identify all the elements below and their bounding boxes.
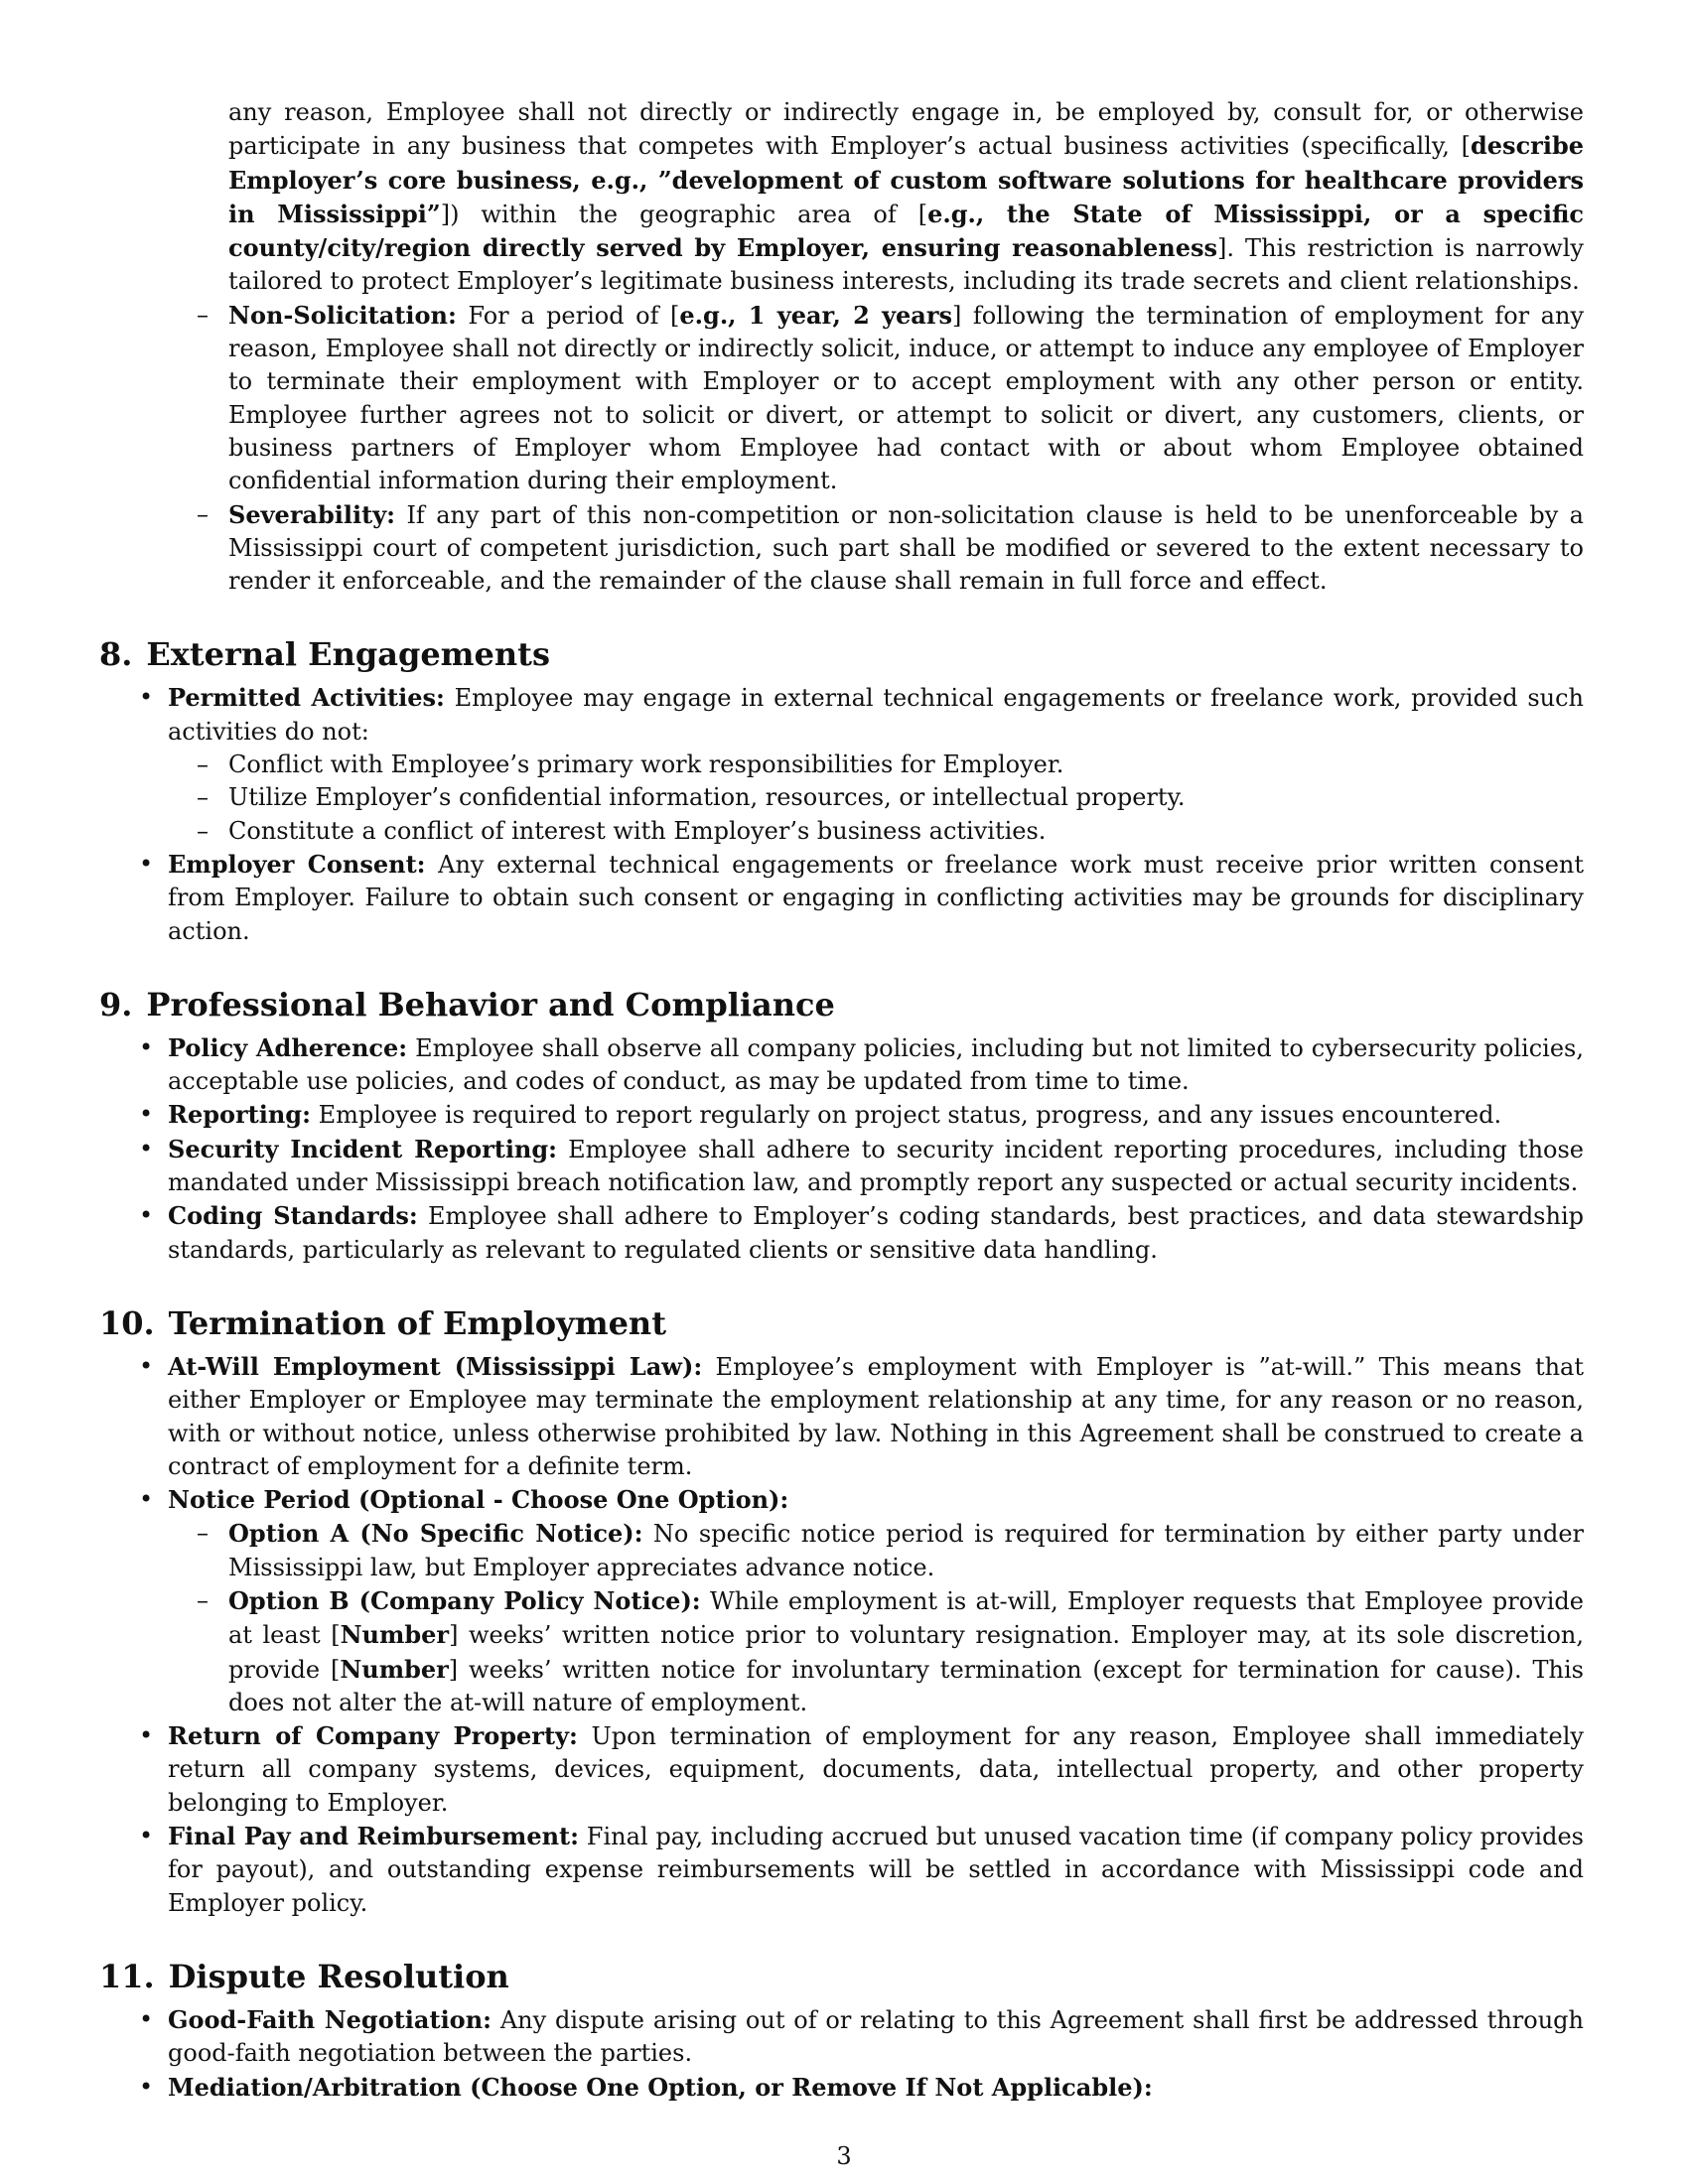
section-title: Termination of Employment [168, 1303, 666, 1342]
item-text: Employee shall observe all company policies, including but not limited to cybersecurity policies, acceptable use policies, and codes of conduct, as may be updated from time to time. [168, 1033, 1584, 1096]
sub-item-placeholder: Number [340, 1654, 449, 1684]
section-heading [99, 1957, 1584, 1996]
item-label: At-Will Employment (Mississippi Law): [168, 1351, 703, 1381]
sub-item-placeholder: Number [340, 1620, 450, 1650]
item-label: Good-Faith Negotiation: [168, 2004, 492, 2034]
item-text: Employee is required to report regularly on project status, progress, and any issues encountered. [310, 1101, 1502, 1130]
item-label: Employer Consent: [168, 849, 426, 879]
item-text: If any part of this non-competition or non-solicitation clause is held to be unenforceable by a Mississippi court of competent jurisdiction, such part shall be modified or severed to the extent necessary to render it enforceable, and the remainder of the clause shall remain in full force and effect. [228, 500, 1584, 596]
list-item-severability [228, 498, 1584, 599]
item-label: Final Pay and Reimbursement: [168, 1822, 579, 1851]
item-text: Upon termination of employment for any reason, Employee shall immediately return all company systems, devices, equipment, documents, data, intellectual property, and other property belonging to Employer. [168, 1722, 1584, 1817]
item-label: Coding Standards: [168, 1201, 418, 1231]
section-title: External Engagements [146, 635, 550, 674]
noncompete-placeholder-business: describe Employer’s core business, e.g., ”development of custom software solutions for healthcare providers in Mississippi” [228, 131, 1584, 228]
section-11 [99, 1957, 1584, 2105]
section-number: 8. [99, 635, 133, 674]
list-item-coding-standards [168, 1199, 1584, 1267]
sub-item: – Constitute a conflict of interest with Employer’s business activities. [228, 815, 1584, 848]
sub-item-option-b [228, 1584, 1584, 1719]
list-item-security-incident-reporting [168, 1133, 1584, 1200]
sub-item: – Conflict with Employee’s primary work responsibilities for Employer. [228, 749, 1584, 781]
section-number: 11. [99, 1957, 155, 1995]
noncompete-text-1: any reason, Employee shall not directly or indirectly engage in, be employed by, consult for, or otherwise participate in any business that competes with Employer’s actual business activities (specifically, [ [228, 98, 1584, 161]
section-title: Dispute Resolution [168, 1957, 509, 1995]
item-text: Employee shall adhere to Employer’s coding standards, best practices, and data stewardship standards, particularly as relevant to regulated clients or sensitive data handling. [168, 1202, 1584, 1264]
item-label: Policy Adherence: [168, 1032, 408, 1062]
sub-item-text: While employment is at-will, Employer requests that Employee provide at least [ [228, 1586, 1584, 1650]
sub-item-label: Option A (No Specific Notice): [228, 1519, 643, 1549]
sub-item: – Utilize Employer’s confidential information, resources, or intellectual property. [228, 781, 1584, 814]
sub-item-label: Option B (Company Policy Notice): [228, 1585, 701, 1615]
section-10-list [99, 1350, 1584, 1920]
section-10 [99, 1303, 1584, 1920]
item-label: Non-Solicitation: [228, 300, 457, 330]
item-text: Any external technical engagements or freelance work must receive prior written consent from Employer. Failure to obtain such consent or engaging in conflicting activities may be grounds for disciplinary action. [168, 850, 1585, 945]
section-heading [99, 634, 1584, 674]
list-item-notice-period [168, 1483, 1584, 1719]
noncompete-placeholder-area: e.g., the State of Mississippi, or a specific county/city/region directly served by Employer, ensuring reasonableness [228, 199, 1585, 263]
item-text: ] following the termination of employment for any reason, Employee shall not directly or indirectly solicit, induce, or attempt to induce any employee of Employer to terminate their employment with Employer or to accept employment with any other person or entity. Employee further agrees not to solicit or divert, or attempt to solicit or divert, any customers, clients, or business partners of Employer whom Employee had contact with or about whom Employee obtained confidential information during their employment. [228, 301, 1584, 495]
section-number: 9. [99, 985, 133, 1024]
list-item-non-solicitation [228, 299, 1584, 498]
noncompete-continuation [99, 96, 1584, 299]
item-label: Security Incident Reporting: [168, 1134, 558, 1163]
noncompete-text-2: ]) within the geographic area of [ [440, 200, 928, 228]
section-heading [99, 985, 1584, 1024]
item-label: Reporting: [168, 1100, 311, 1130]
list-item-reporting [168, 1098, 1584, 1132]
list-item-good-faith-negotiation [168, 2003, 1584, 2071]
section-9-list [99, 1031, 1584, 1267]
sub-item-text: ] weeks’ written notice prior to voluntary resignation. Employer may, at its sole discretion, provide [ [228, 1621, 1584, 1684]
restrictive-covenants-list [99, 299, 1584, 599]
noncompete-text-3: ]. This restriction is narrowly tailored to protect Employer’s legitimate business interests, including its trade secrets and client relationships. [228, 234, 1584, 296]
section-11-list [99, 2003, 1584, 2105]
list-item-final-pay [168, 1820, 1584, 1920]
section-title: Professional Behavior and Compliance [146, 985, 835, 1024]
item-label: Notice Period (Optional - Choose One Option): [168, 1485, 789, 1515]
item-text: Any dispute arising out of or relating to this Agreement shall first be addressed through good-faith negotiation between the parties. [168, 2005, 1584, 2068]
item-placeholder: e.g., 1 year, 2 years [679, 300, 952, 330]
list-item-policy-adherence [168, 1031, 1584, 1099]
list-item-employer-consent [168, 848, 1584, 948]
item-label: Severability: [228, 499, 396, 529]
section-9 [99, 985, 1584, 1267]
section-8 [99, 634, 1584, 947]
section-number: 10. [99, 1303, 155, 1342]
item-label: Permitted Activities: [168, 683, 445, 713]
sub-item-option-a [228, 1517, 1584, 1584]
item-label: Return of Company Property: [168, 1721, 578, 1751]
item-text: Final pay, including accrued but unused vacation time (if company policy provides for payout), and outstanding expense reimbursements will be settled in accordance with Mississippi code and Employer policy. [168, 1823, 1584, 1917]
list-item-permitted-activities [168, 681, 1584, 847]
page-number: 3 [836, 2142, 852, 2170]
item-text: Employee shall adhere to security incident reporting procedures, including those mandated under Mississippi breach notification law, and promptly report any suspected or actual security incidents. [168, 1135, 1584, 1197]
sub-list [168, 749, 1584, 848]
list-item-at-will-employment [168, 1350, 1584, 1483]
sub-item-text: No specific notice period is required for termination by either party under Mississippi law, but Employer appreciates advance notice. [228, 1520, 1584, 1581]
sub-list [168, 1517, 1584, 1719]
section-8-list [99, 681, 1584, 947]
list-item-return-of-property [168, 1719, 1584, 1820]
item-text: For a period of [ [456, 301, 680, 330]
section-heading [99, 1303, 1584, 1343]
list-item-mediation-arbitration [168, 2071, 1584, 2105]
item-text: Employee’s employment with Employer is ”at-will.” This means that either Employer or Employee may terminate the employment relationship at any time, for any reason or no reason, with or without notice, unless otherwise prohibited by law. Nothing in this Agreement shall be construed to create a contract of employment for a definite term. [168, 1352, 1584, 1480]
sub-item-text: ] weeks’ written notice for involuntary termination (except for termination for cause). This does not alter the at-will nature of employment. [228, 1655, 1584, 1716]
item-text: Employee may engage in external technical engagements or freelance work, provided such activities do not: [168, 684, 1585, 746]
item-label: Mediation/Arbitration (Choose One Option, or Remove If Not Applicable): [168, 2072, 1153, 2102]
